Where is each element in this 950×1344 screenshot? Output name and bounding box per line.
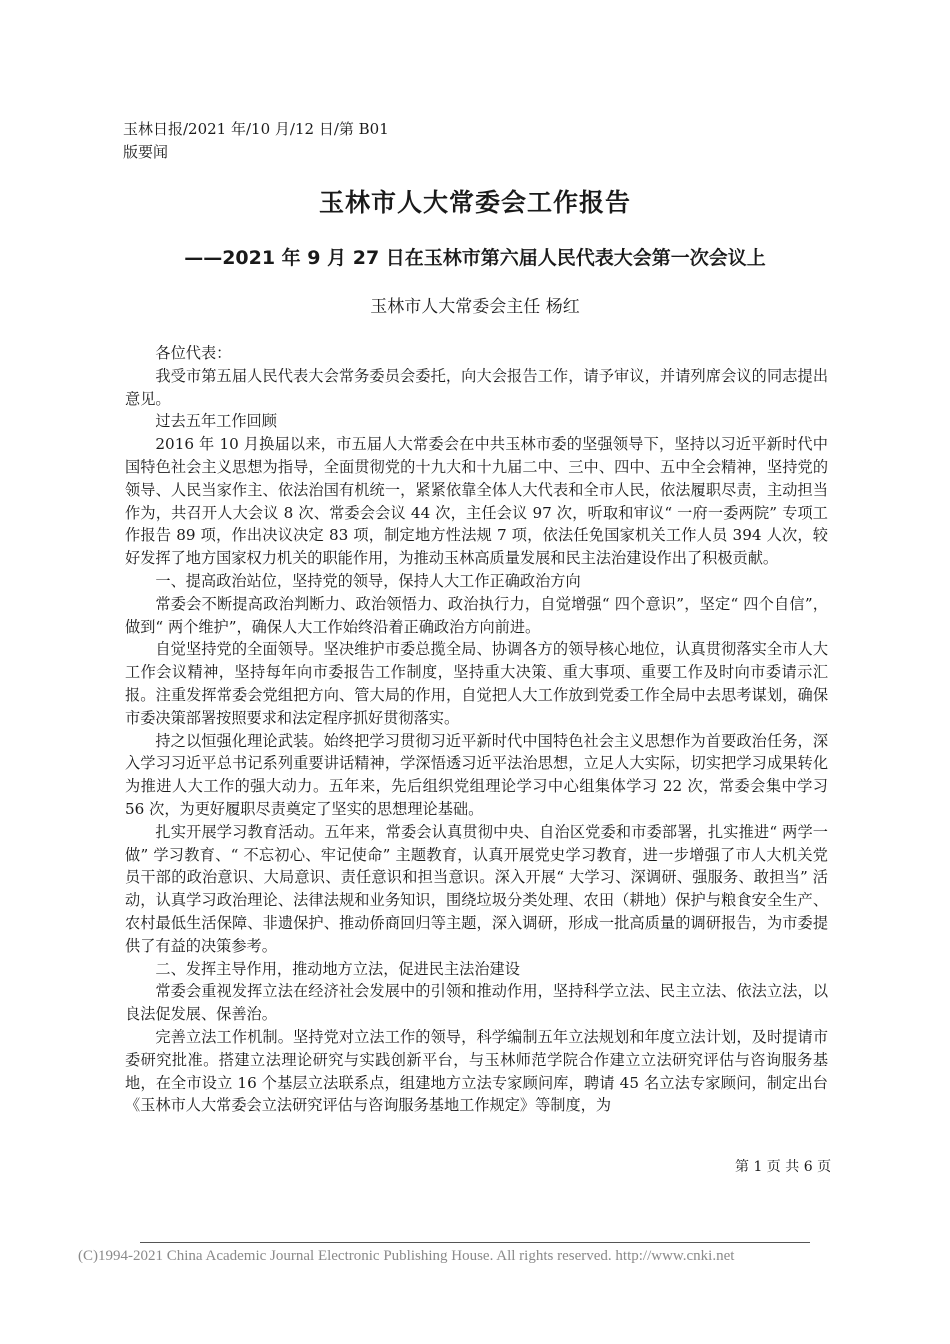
- paragraph: 常委会重视发挥立法在经济社会发展中的引领和推动作用，坚持科学立法、民主立法、依法立法，以良法促发展、保善治。: [125, 982, 828, 1024]
- page-number: 第 1 页 共 6 页: [735, 1159, 832, 1175]
- copyright-notice: (C)1994-2021 China Academic Journal Electronic Publishing House. All rights reserved. http://www.cnki.net: [78, 1248, 735, 1264]
- paragraph: 自觉坚持党的全面领导。坚决维护市委总揽全局、协调各方的领导核心地位，认真贯彻落实全市人大工作会议精神，坚持每年向市委报告工作制度，坚持重大决策、重大事项、重要工作及时向市委请示汇报。注重发挥常委会党组把方向、管大局的作用，自觉把人大工作放到党委工作全局中去思考谋划，确保市委决策部署按照要求和法定程序抓好贯彻落实。: [125, 640, 828, 727]
- source-info: [123, 118, 423, 164]
- article-body: [125, 342, 828, 1117]
- paragraph: 持之以恒强化理论武装。始终把学习贯彻习近平新时代中国特色社会主义思想作为首要政治任务，深入学习习近平总书记系列重要讲话精神，学深悟透习近平法治思想，立足人大实际，切实把学习成果转化为推进人大工作的强大动力。五年来，先后组织党组理论学习中心组集体学习 22 次，常委会集中学习 56 次，为更好履职尽责奠定了坚实的思想理论基础。: [125, 731, 828, 818]
- paragraph: 2016 年 10 月换届以来，市五届人大常委会在中共玉林市委的坚强领导下，坚持以习近平新时代中国特色社会主义思想为指导，全面贯彻党的十九大和十九届二中、三中、四中、五中全会精神，坚持党的领导、人民当家作主、依法治国有机统一，紧紧依靠全体人大代表和全市人民，依法履职尽责，主动担当作为，共召开人大会议 8 次、常委会会议 44 次，主任会议 97 次，听取和审议“ 一府一委两院” 专项工作报告 89 项，作出决议决定 83 项，制定地方性法规 7 项，依法任免国家机关工作人员 394 人次，较好发挥了地方国家权力机关的职能作用，为推动玉林高质量发展和民主法治建设作出了积极贡献。: [125, 435, 828, 568]
- paragraph: 各位代表：: [155, 344, 232, 362]
- paragraph: 完善立法工作机制。坚持党对立法工作的领导，科学编制五年立法规划和年度立法计划，及时提请市委研究批准。搭建立法理论研究与实践创新平台，与玉林师范学院合作建立立法研究评估与咨询服务基地，在全市设立 16 个基层立法联系点，组建地方立法专家顾问库，聘请 45 名立法专家顾问，制定出台《玉林市人大常委会立法研究评估与咨询服务基地工作规定》等制度，为: [125, 1027, 828, 1115]
- article-subtitle: ——2021 年 9 月 27 日在玉林市第六届人民代表大会第一次会议上: [184, 247, 766, 269]
- paragraph: 我受市第五届人民代表大会常务委员会委托，向大会报告工作，请予审议，并请列席会议的同志提出意见。: [125, 366, 828, 408]
- section-heading: 二、发挥主导作用，推动地方立法，促进民主法治建设: [155, 959, 520, 978]
- paragraph: 扎实开展学习教育活动。五年来，常委会认真贯彻中央、自治区党委和市委部署，扎实推进“ 两学一做” 学习教育、“ 不忘初心、牢记使命” 主题教育，认真开展党史学习教育，进一步增强了市人大机关党员干部的政治意识、大局意识、责任意识和担当意识。深入开展“ 大学习、深调研、强服务、敢担当” 活动，认真学习政治理论、法律法规和业务知识，围绕垃圾分类处理、农田（耕地）保护与粮食安全生产、农村最低生活保障、非遗保护、推动侨商回归等主题，深入调研，形成一批高质量的调研报告，为市委提供了有益的决策参考。: [125, 822, 828, 955]
- section-heading: 一、提高政治站位，坚持党的领导，保持人大工作正确政治方向: [155, 571, 581, 590]
- paragraph: 常委会不断提高政治判断力、政治领悟力、政治执行力，自觉增强“ 四个意识”，坚定“ 四个自信”，做到“ 两个维护”，确保人大工作始终沿着正确政治方向前进。: [125, 594, 828, 636]
- article-author: 玉林市人大常委会主任 杨红: [370, 297, 580, 317]
- paragraph: 过去五年工作回顾: [155, 412, 277, 431]
- source-line-1: 玉林日报/2021 年/10 月/12 日/第 B01: [123, 120, 389, 138]
- source-line-2: 版要闻: [123, 143, 169, 161]
- article-title: 玉林市人大常委会工作报告: [318, 188, 631, 217]
- footer-divider: [140, 1242, 810, 1243]
